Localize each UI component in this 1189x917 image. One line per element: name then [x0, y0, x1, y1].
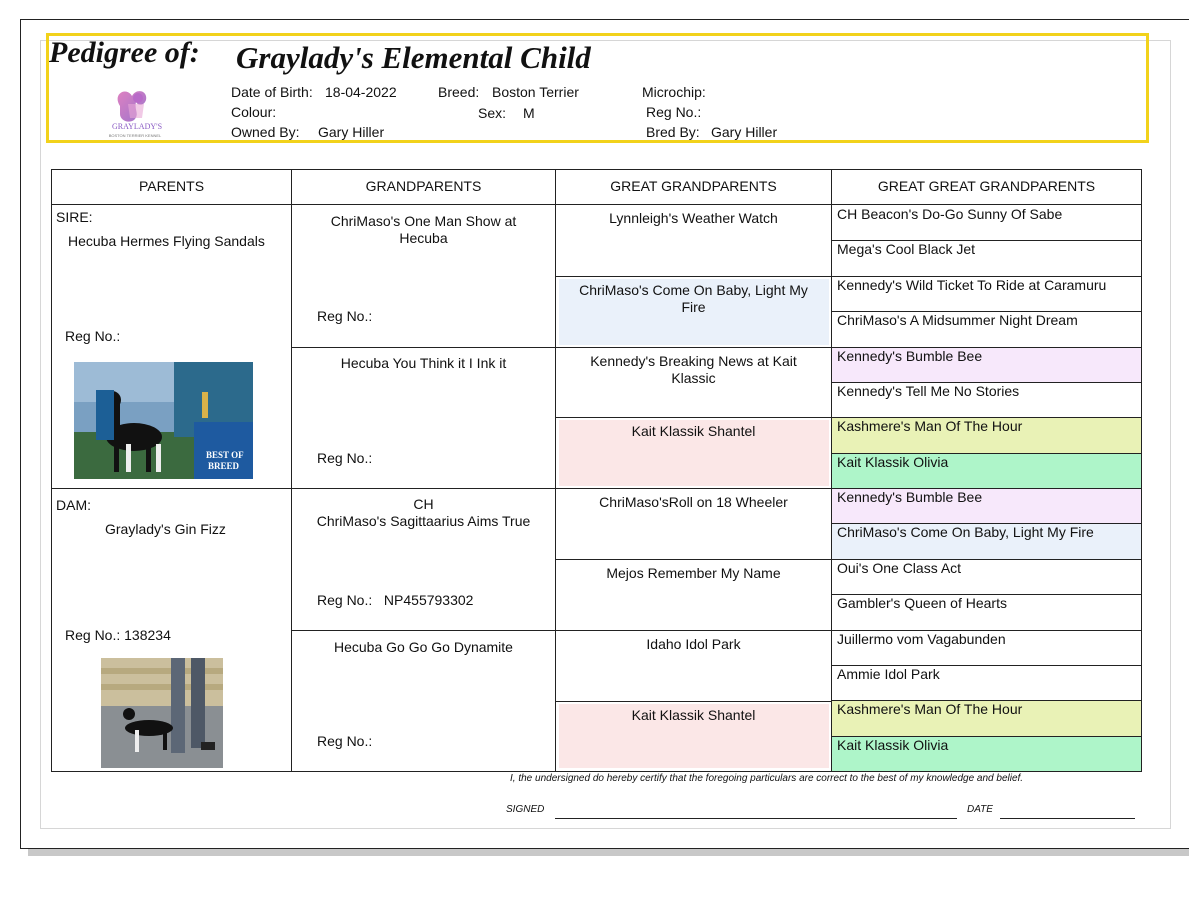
colour-label: Colour:	[231, 104, 277, 120]
bred-by-value: Gary Hiller	[711, 124, 778, 140]
sex-value: M	[523, 105, 535, 121]
date-label: DATE	[967, 804, 993, 815]
sire-photo-banner-2: BREED	[208, 461, 240, 471]
dam-reg: Reg No.: 138234	[65, 627, 171, 643]
ggp-divider-3	[555, 417, 832, 418]
col-divider-1	[291, 169, 292, 772]
great-grandparent-3-line2: Klassic	[671, 370, 716, 386]
dob-label: Date of Birth:	[231, 84, 313, 100]
ggp-divider-6	[555, 630, 832, 631]
great-great-grandparent-13: Juillermo vom Vagabunden	[837, 631, 1006, 647]
sire-label: SIRE:	[56, 209, 93, 225]
certification-statement: I, the undersigned do hereby certify that the foregoing particulars are correct to the best of my knowledge and belief.	[510, 773, 1024, 784]
great-great-grandparent-7: Kashmere's Man Of The Hour	[837, 418, 1023, 434]
grid-left	[51, 169, 52, 772]
col-divider-2	[555, 169, 556, 772]
page-shadow	[28, 848, 1189, 856]
header-row-line	[51, 204, 1142, 205]
great-great-grandparent-6: Kennedy's Tell Me No Stories	[837, 383, 1020, 399]
great-great-grandparent-9: Kennedy's Bumble Bee	[837, 489, 983, 505]
col-header-great-great-grandparents: GREAT GREAT GRANDPARENTS	[877, 178, 1096, 194]
ggp-divider-2	[555, 347, 832, 348]
kennel-logo	[98, 84, 172, 142]
dam-photo-image	[101, 658, 223, 768]
grandparent-4-name: Hecuba Go Go Go Dynamite	[334, 639, 513, 655]
great-grandparent-2-line2: Fire	[681, 299, 706, 315]
col-header-parents: PARENTS	[138, 178, 205, 194]
great-great-grandparent-10: ChriMaso's Come On Baby, Light My Fire	[837, 524, 1094, 540]
great-grandparent-8-line1: Kait Klassik Shantel	[631, 707, 756, 723]
date-line[interactable]	[1000, 818, 1135, 819]
dog-name-title: Graylady's Elemental Child	[236, 40, 591, 75]
signed-label: SIGNED	[506, 804, 545, 815]
bred-by-label: Bred By:	[646, 124, 700, 140]
col-header-grandparents: GRANDPARENTS	[365, 178, 482, 194]
great-great-grandparent-16: Kait Klassik Olivia	[837, 737, 949, 753]
sire-photo	[74, 362, 253, 479]
header-box	[46, 33, 1149, 143]
great-grandparent-4	[556, 423, 831, 439]
grandparent-3-reg: Reg No.: NP455793302	[317, 592, 474, 608]
grandparent-2-name: Hecuba You Think it I Ink it	[340, 355, 507, 371]
dam-name: Graylady's Gin Fizz	[105, 521, 226, 537]
great-grandparent-3-line1: Kennedy's Breaking News at Kait	[590, 353, 797, 369]
great-great-grandparent-1: CH Beacon's Do-Go Sunny Of Sabe	[837, 206, 1063, 222]
great-great-grandparent-8: Kait Klassik Olivia	[837, 454, 949, 470]
great-grandparent-1	[556, 210, 831, 226]
microchip-label: Microchip:	[642, 84, 706, 100]
great-great-grandparent-4: ChriMaso's A Midsummer Night Dream	[837, 312, 1078, 328]
logo-text: GRAYLADY'S	[111, 122, 163, 131]
grandparent-1-line1: ChriMaso's One Man Show at	[330, 213, 517, 229]
grid-right	[1141, 169, 1142, 772]
great-grandparent-7	[556, 636, 831, 652]
grid-bottom	[51, 771, 1142, 772]
col-header-great-grandparents: GREAT GRANDPARENTS	[610, 178, 777, 194]
ggp-divider-4	[555, 488, 832, 489]
gp-divider-1	[291, 347, 556, 348]
logo-subtext: BOSTON TERRIER KENNEL	[108, 133, 162, 138]
sire-name: Hecuba Hermes Flying Sandals	[68, 233, 265, 249]
dam-photo	[101, 658, 223, 768]
owned-by-value: Gary Hiller	[318, 124, 385, 140]
grandparent-1-reg: Reg No.:	[317, 308, 373, 324]
sire-reg: Reg No.:	[65, 328, 121, 344]
great-great-grandparent-2: Mega's Cool Black Jet	[837, 241, 976, 257]
grandparent-3-name	[292, 496, 555, 529]
grid-top	[51, 169, 1142, 170]
great-great-grandparent-11: Oui's One Class Act	[837, 560, 962, 576]
great-grandparent-7-line1: Idaho Idol Park	[646, 636, 741, 652]
great-grandparent-5-line1: ChriMaso'sRoll on 18 Wheeler	[599, 494, 788, 510]
pedigree-of-label: Pedigree of:	[49, 36, 200, 69]
great-great-grandparent-12: Gambler's Queen of Hearts	[837, 595, 1007, 611]
breed-value: Boston Terrier	[492, 84, 579, 100]
great-great-grandparent-5: Kennedy's Bumble Bee	[837, 348, 983, 364]
grandparent-3-line1: CH	[413, 496, 434, 512]
great-grandparent-3	[556, 353, 831, 386]
great-great-grandparent-14: Ammie Idol Park	[837, 666, 940, 682]
dam-label: DAM:	[56, 497, 91, 513]
great-grandparent-8	[556, 707, 831, 723]
col-divider-3	[831, 169, 832, 772]
great-great-grandparent-3: Kennedy's Wild Ticket To Ride at Caramuru	[837, 277, 1107, 293]
grandparent-4-reg: Reg No.:	[317, 733, 373, 749]
great-great-grandparent-15: Kashmere's Man Of The Hour	[837, 701, 1023, 717]
ggp-divider-1	[555, 276, 832, 277]
great-grandparent-5	[556, 494, 831, 510]
sire-photo-banner-1: BEST OF	[206, 450, 244, 460]
ggp-divider-7	[555, 701, 832, 702]
great-grandparent-6	[556, 565, 831, 581]
dob-value: 18-04-2022	[325, 84, 397, 100]
grandparent-2-reg: Reg No.:	[317, 450, 373, 466]
signature-line[interactable]	[555, 818, 957, 819]
gp-divider-3	[291, 630, 556, 631]
parents-divider	[51, 488, 556, 489]
great-grandparent-1-line1: Lynnleigh's Weather Watch	[609, 210, 778, 226]
great-grandparent-6-line1: Mejos Remember My Name	[606, 565, 781, 581]
great-grandparent-2-line1: ChriMaso's Come On Baby, Light My	[579, 282, 808, 298]
grandparent-1-name	[292, 213, 555, 246]
owned-by-label: Owned By:	[231, 124, 300, 140]
breed-label: Breed:	[438, 84, 480, 100]
grandparent-3-line2: ChriMaso's Sagittaarius Aims True	[316, 513, 531, 529]
great-grandparent-2	[556, 282, 831, 315]
reg-label: Reg No.:	[646, 104, 702, 120]
ggp-divider-5	[555, 559, 832, 560]
grandparent-1-line2: Hecuba	[399, 230, 448, 246]
sex-label: Sex:	[478, 105, 507, 121]
great-grandparent-4-line1: Kait Klassik Shantel	[631, 423, 756, 439]
